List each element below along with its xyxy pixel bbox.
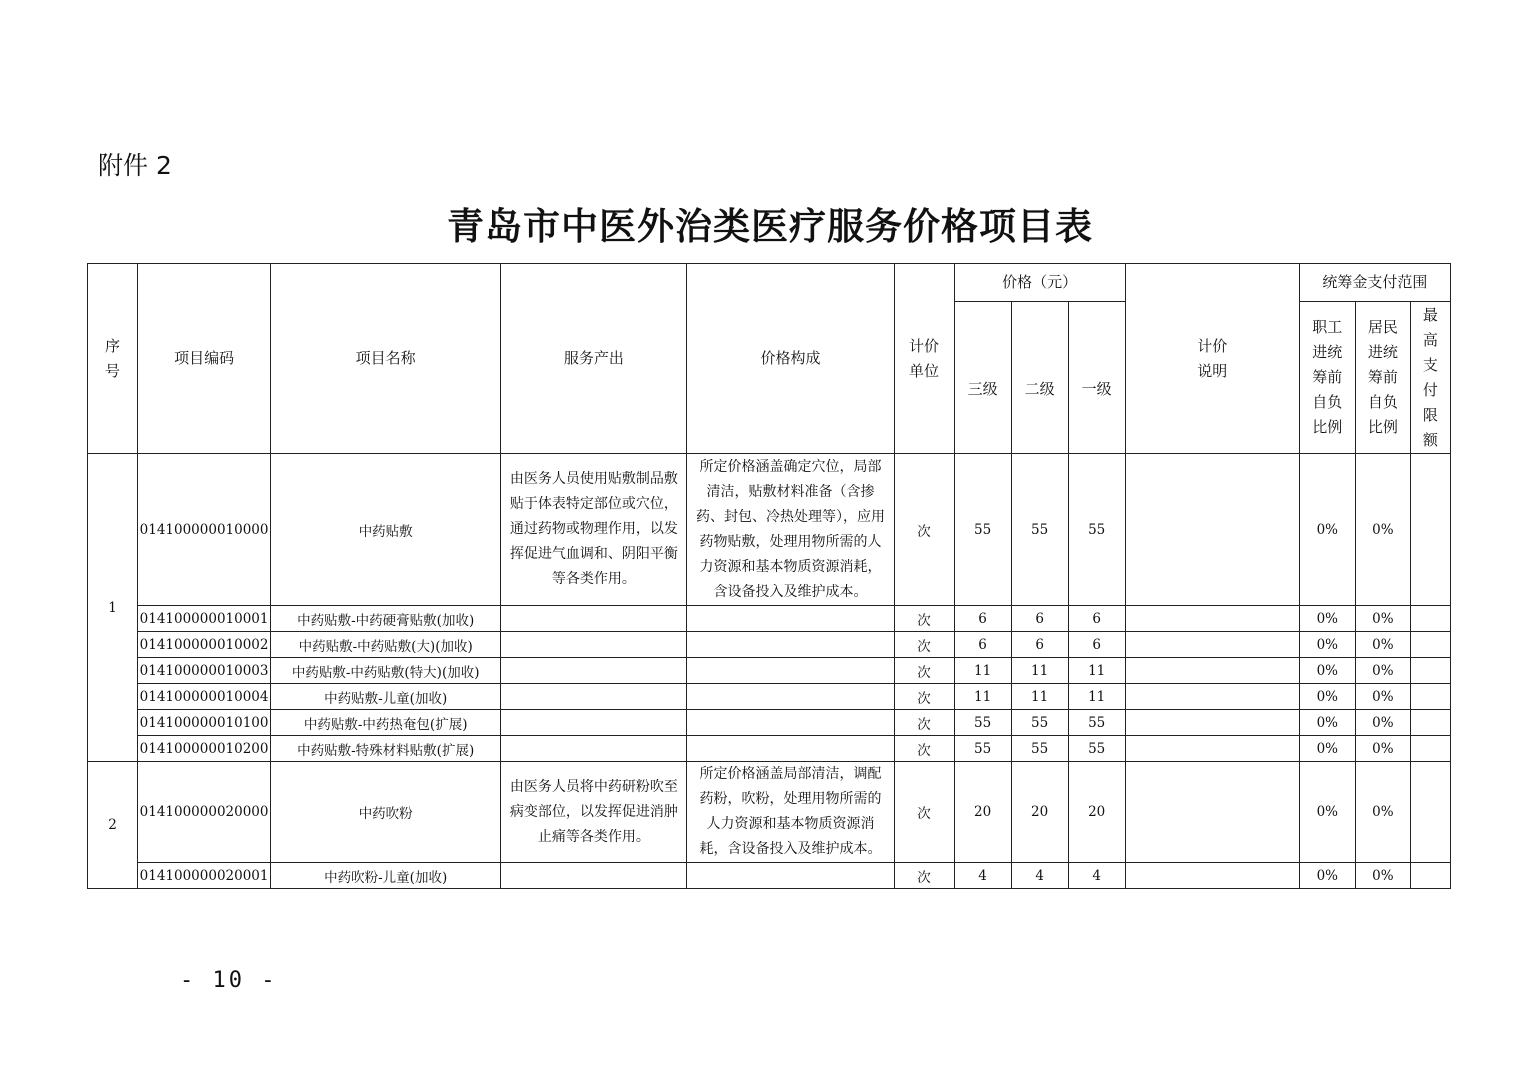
cell-unit: 次 [894, 710, 954, 736]
header-employee-ratio: 职工进统筹前自负比例 [1299, 302, 1355, 454]
cell-price-level2: 6 [1011, 606, 1068, 632]
cell-name: 中药贴敷-中药硬膏贴敷(加收) [271, 606, 501, 632]
table-row [88, 606, 1451, 632]
cell-price-level3: 6 [954, 606, 1011, 632]
cell-price-level1: 6 [1068, 632, 1125, 658]
cell-max-limit [1410, 710, 1450, 736]
cell-unit: 次 [894, 454, 954, 606]
header-unit: 计价单位 [894, 264, 954, 454]
cell-price-level3: 55 [954, 710, 1011, 736]
cell-max-limit [1410, 632, 1450, 658]
price-table [87, 263, 1451, 889]
cell-price-level2: 4 [1011, 863, 1068, 889]
cell-employee-ratio: 0% [1299, 632, 1355, 658]
cell-unit: 次 [894, 863, 954, 889]
cell-composition [687, 736, 894, 762]
header-composition: 价格构成 [687, 264, 894, 454]
cell-employee-ratio: 0% [1299, 606, 1355, 632]
cell-max-limit [1410, 606, 1450, 632]
cell-composition [687, 863, 894, 889]
cell-note [1125, 863, 1299, 889]
cell-price-level2: 20 [1011, 762, 1068, 863]
cell-resident-ratio: 0% [1355, 710, 1410, 736]
cell-output [501, 606, 687, 632]
cell-output [501, 863, 687, 889]
cell-note [1125, 606, 1299, 632]
document-title: 青岛市中医外治类医疗服务价格项目表 [447, 204, 1093, 248]
cell-price-level1: 20 [1068, 762, 1125, 863]
cell-unit: 次 [894, 684, 954, 710]
cell-price-level3: 11 [954, 658, 1011, 684]
cell-unit: 次 [894, 606, 954, 632]
cell-max-limit [1410, 454, 1450, 606]
header-fund-group: 统筹金支付范围 [1299, 264, 1450, 302]
cell-code: 014100000010001 [138, 606, 271, 632]
cell-name: 中药吹粉-儿童(加收) [271, 863, 501, 889]
cell-note [1125, 684, 1299, 710]
page-number: - 10 - [180, 968, 278, 993]
cell-resident-ratio: 0% [1355, 658, 1410, 684]
cell-price-level3: 6 [954, 632, 1011, 658]
cell-price-level1: 11 [1068, 684, 1125, 710]
cell-note [1125, 736, 1299, 762]
table-row [88, 736, 1451, 762]
cell-composition [687, 684, 894, 710]
cell-unit: 次 [894, 762, 954, 863]
header-level2: 二级 [1011, 302, 1068, 454]
cell-employee-ratio: 0% [1299, 762, 1355, 863]
cell-output [501, 684, 687, 710]
cell-max-limit [1410, 658, 1450, 684]
cell-output: 由医务人员将中药研粉吹至病变部位，以发挥促进消肿止痛等各类作用。 [501, 762, 687, 863]
cell-code: 014100000010002 [138, 632, 271, 658]
table-row [88, 632, 1451, 658]
cell-price-level2: 11 [1011, 658, 1068, 684]
cell-employee-ratio: 0% [1299, 863, 1355, 889]
row-seq: 1 [88, 454, 138, 762]
header-level3: 三级 [954, 302, 1011, 454]
cell-name: 中药贴敷-中药热奄包(扩展) [271, 710, 501, 736]
header-price-group: 价格（元） [954, 264, 1125, 302]
cell-code: 014100000010000 [138, 454, 271, 606]
cell-employee-ratio: 0% [1299, 658, 1355, 684]
header-output: 服务产出 [501, 264, 687, 454]
header-resident-ratio: 居民进统筹前自负比例 [1355, 302, 1410, 454]
header-max-limit: 最高支付限额 [1410, 302, 1450, 454]
table-row [88, 658, 1451, 684]
table-row [88, 762, 1451, 863]
cell-price-level2: 55 [1011, 710, 1068, 736]
table-row [88, 710, 1451, 736]
cell-output [501, 710, 687, 736]
cell-output: 由医务人员使用贴敷制品敷贴于体表特定部位或穴位，通过药物或物理作用，以发挥促进气血调和、阴阳平衡等各类作用。 [501, 454, 687, 606]
cell-resident-ratio: 0% [1355, 632, 1410, 658]
table-row [88, 454, 1451, 606]
cell-output [501, 658, 687, 684]
cell-output [501, 736, 687, 762]
cell-code: 014100000020000 [138, 762, 271, 863]
cell-max-limit [1410, 863, 1450, 889]
cell-price-level3: 20 [954, 762, 1011, 863]
cell-resident-ratio: 0% [1355, 454, 1410, 606]
cell-composition [687, 606, 894, 632]
cell-price-level3: 55 [954, 454, 1011, 606]
cell-note [1125, 632, 1299, 658]
cell-employee-ratio: 0% [1299, 684, 1355, 710]
header-level1: 一级 [1068, 302, 1125, 454]
cell-output [501, 632, 687, 658]
cell-price-level1: 55 [1068, 710, 1125, 736]
cell-code: 014100000010200 [138, 736, 271, 762]
cell-unit: 次 [894, 736, 954, 762]
row-seq: 2 [88, 762, 138, 889]
cell-price-level1: 4 [1068, 863, 1125, 889]
cell-code: 014100000010004 [138, 684, 271, 710]
cell-max-limit [1410, 736, 1450, 762]
cell-unit: 次 [894, 658, 954, 684]
cell-resident-ratio: 0% [1355, 762, 1410, 863]
cell-max-limit [1410, 762, 1450, 863]
cell-composition [687, 632, 894, 658]
cell-name: 中药贴敷-儿童(加收) [271, 684, 501, 710]
cell-price-level3: 11 [954, 684, 1011, 710]
cell-price-level3: 4 [954, 863, 1011, 889]
cell-resident-ratio: 0% [1355, 684, 1410, 710]
table-body [88, 454, 1451, 889]
cell-name: 中药贴敷-特殊材料贴敷(扩展) [271, 736, 501, 762]
cell-price-level3: 55 [954, 736, 1011, 762]
cell-unit: 次 [894, 632, 954, 658]
cell-code: 014100000020001 [138, 863, 271, 889]
table-row [88, 684, 1451, 710]
cell-composition [687, 658, 894, 684]
cell-price-level2: 55 [1011, 454, 1068, 606]
cell-name: 中药吹粉 [271, 762, 501, 863]
table-row [88, 863, 1451, 889]
cell-code: 014100000010003 [138, 658, 271, 684]
cell-price-level1: 6 [1068, 606, 1125, 632]
cell-price-level1: 55 [1068, 736, 1125, 762]
attachment-label: 附件 2 [98, 151, 172, 180]
header-note: 计价说明 [1125, 264, 1299, 454]
cell-note [1125, 762, 1299, 863]
cell-composition: 所定价格涵盖确定穴位，局部清洁，贴敷材料准备（含掺药、封包、冷热处理等），应用药物贴敷，处理用物所需的人力资源和基本物质资源消耗，含设备投入及维护成本。 [687, 454, 894, 606]
cell-employee-ratio: 0% [1299, 454, 1355, 606]
cell-price-level2: 11 [1011, 684, 1068, 710]
cell-note [1125, 454, 1299, 606]
cell-price-level2: 6 [1011, 632, 1068, 658]
header-code: 项目编码 [138, 264, 271, 454]
cell-price-level1: 11 [1068, 658, 1125, 684]
cell-employee-ratio: 0% [1299, 710, 1355, 736]
cell-note [1125, 710, 1299, 736]
cell-name: 中药贴敷-中药贴敷(大)(加收) [271, 632, 501, 658]
cell-name: 中药贴敷-中药贴敷(特大)(加收) [271, 658, 501, 684]
cell-resident-ratio: 0% [1355, 736, 1410, 762]
cell-note [1125, 658, 1299, 684]
cell-price-level1: 55 [1068, 454, 1125, 606]
cell-code: 014100000010100 [138, 710, 271, 736]
cell-name: 中药贴敷 [271, 454, 501, 606]
cell-composition: 所定价格涵盖局部清洁，调配药粉，吹粉，处理用物所需的人力资源和基本物质资源消耗，含设备投入及维护成本。 [687, 762, 894, 863]
cell-resident-ratio: 0% [1355, 606, 1410, 632]
cell-max-limit [1410, 684, 1450, 710]
cell-price-level2: 55 [1011, 736, 1068, 762]
cell-employee-ratio: 0% [1299, 736, 1355, 762]
header-name: 项目名称 [271, 264, 501, 454]
cell-resident-ratio: 0% [1355, 863, 1410, 889]
header-seq: 序号 [88, 264, 138, 454]
cell-composition [687, 710, 894, 736]
